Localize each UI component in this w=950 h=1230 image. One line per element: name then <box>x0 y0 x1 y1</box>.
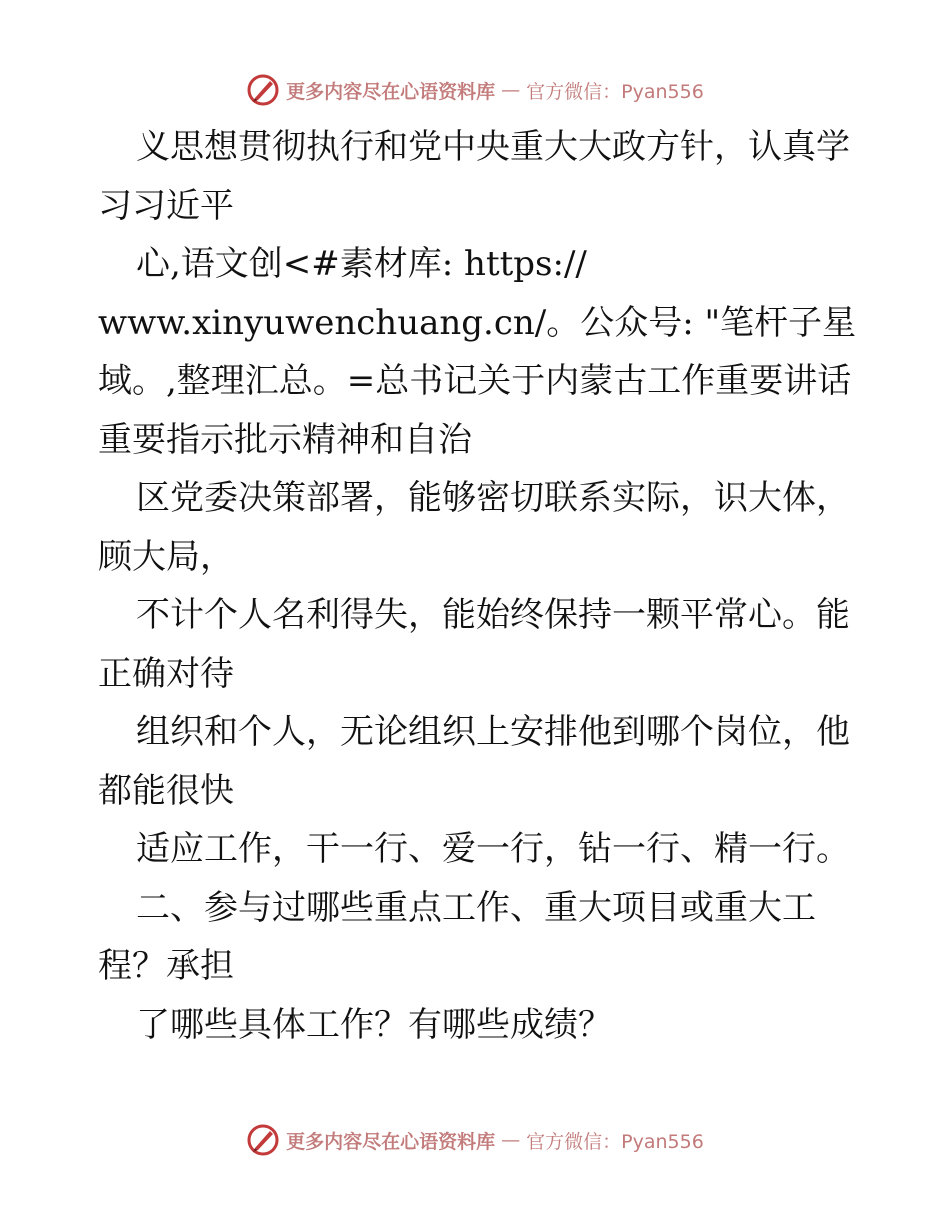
banner-wechat: 官方微信：Pyan556 <box>526 1130 704 1153</box>
header-banner <box>0 70 950 110</box>
banner-separator: — <box>501 1129 521 1151</box>
text-line: 二、参与过哪些重点工作、重大项目或重大工 <box>136 887 816 928</box>
text-line: www.xinyuwenchuang.cn/。公众号: "笔杆子星 <box>98 302 857 343</box>
text-line: 组织和个人，无论组织上安排他到哪个岗位，他 <box>136 712 850 752</box>
banner-separator: — <box>501 79 521 101</box>
text-line: 习习近平 <box>98 185 234 226</box>
text-line: 心,语文创<#素材库: https:// <box>136 244 587 284</box>
banner-wechat: 官方微信：Pyan556 <box>526 80 704 103</box>
footer-banner <box>0 1120 950 1160</box>
text-line: 顾大局， <box>98 536 234 577</box>
quill-logo-icon <box>246 73 280 107</box>
text-line: 义思想贯彻执行和党中央重大大政方针，认真学 <box>136 127 850 167</box>
banner-title: 更多内容尽在心语资料库 <box>286 1130 496 1153</box>
text-line: 都能很快 <box>98 770 234 811</box>
text-line: 重要指示批示精神和自治 <box>98 419 472 460</box>
quill-logo-icon <box>246 1123 280 1157</box>
text-line: 正确对待 <box>98 653 234 694</box>
text-line: 适应工作，干一行、爱一行，钻一行、精一行。 <box>136 829 850 869</box>
document-body <box>98 118 858 1054</box>
text-line: 了哪些具体工作？有哪些成绩？ <box>136 1004 612 1045</box>
banner-title: 更多内容尽在心语资料库 <box>286 80 496 103</box>
text-line: 域。,整理汇总。=总书记关于内蒙古工作重要讲话 <box>98 361 852 401</box>
text-line: 程？承担 <box>98 946 234 986</box>
text-line: 不计个人名利得失，能始终保持一颗平常心。能 <box>136 595 850 635</box>
text-line: 区党委决策部署，能够密切联系实际，识大体， <box>136 478 850 518</box>
